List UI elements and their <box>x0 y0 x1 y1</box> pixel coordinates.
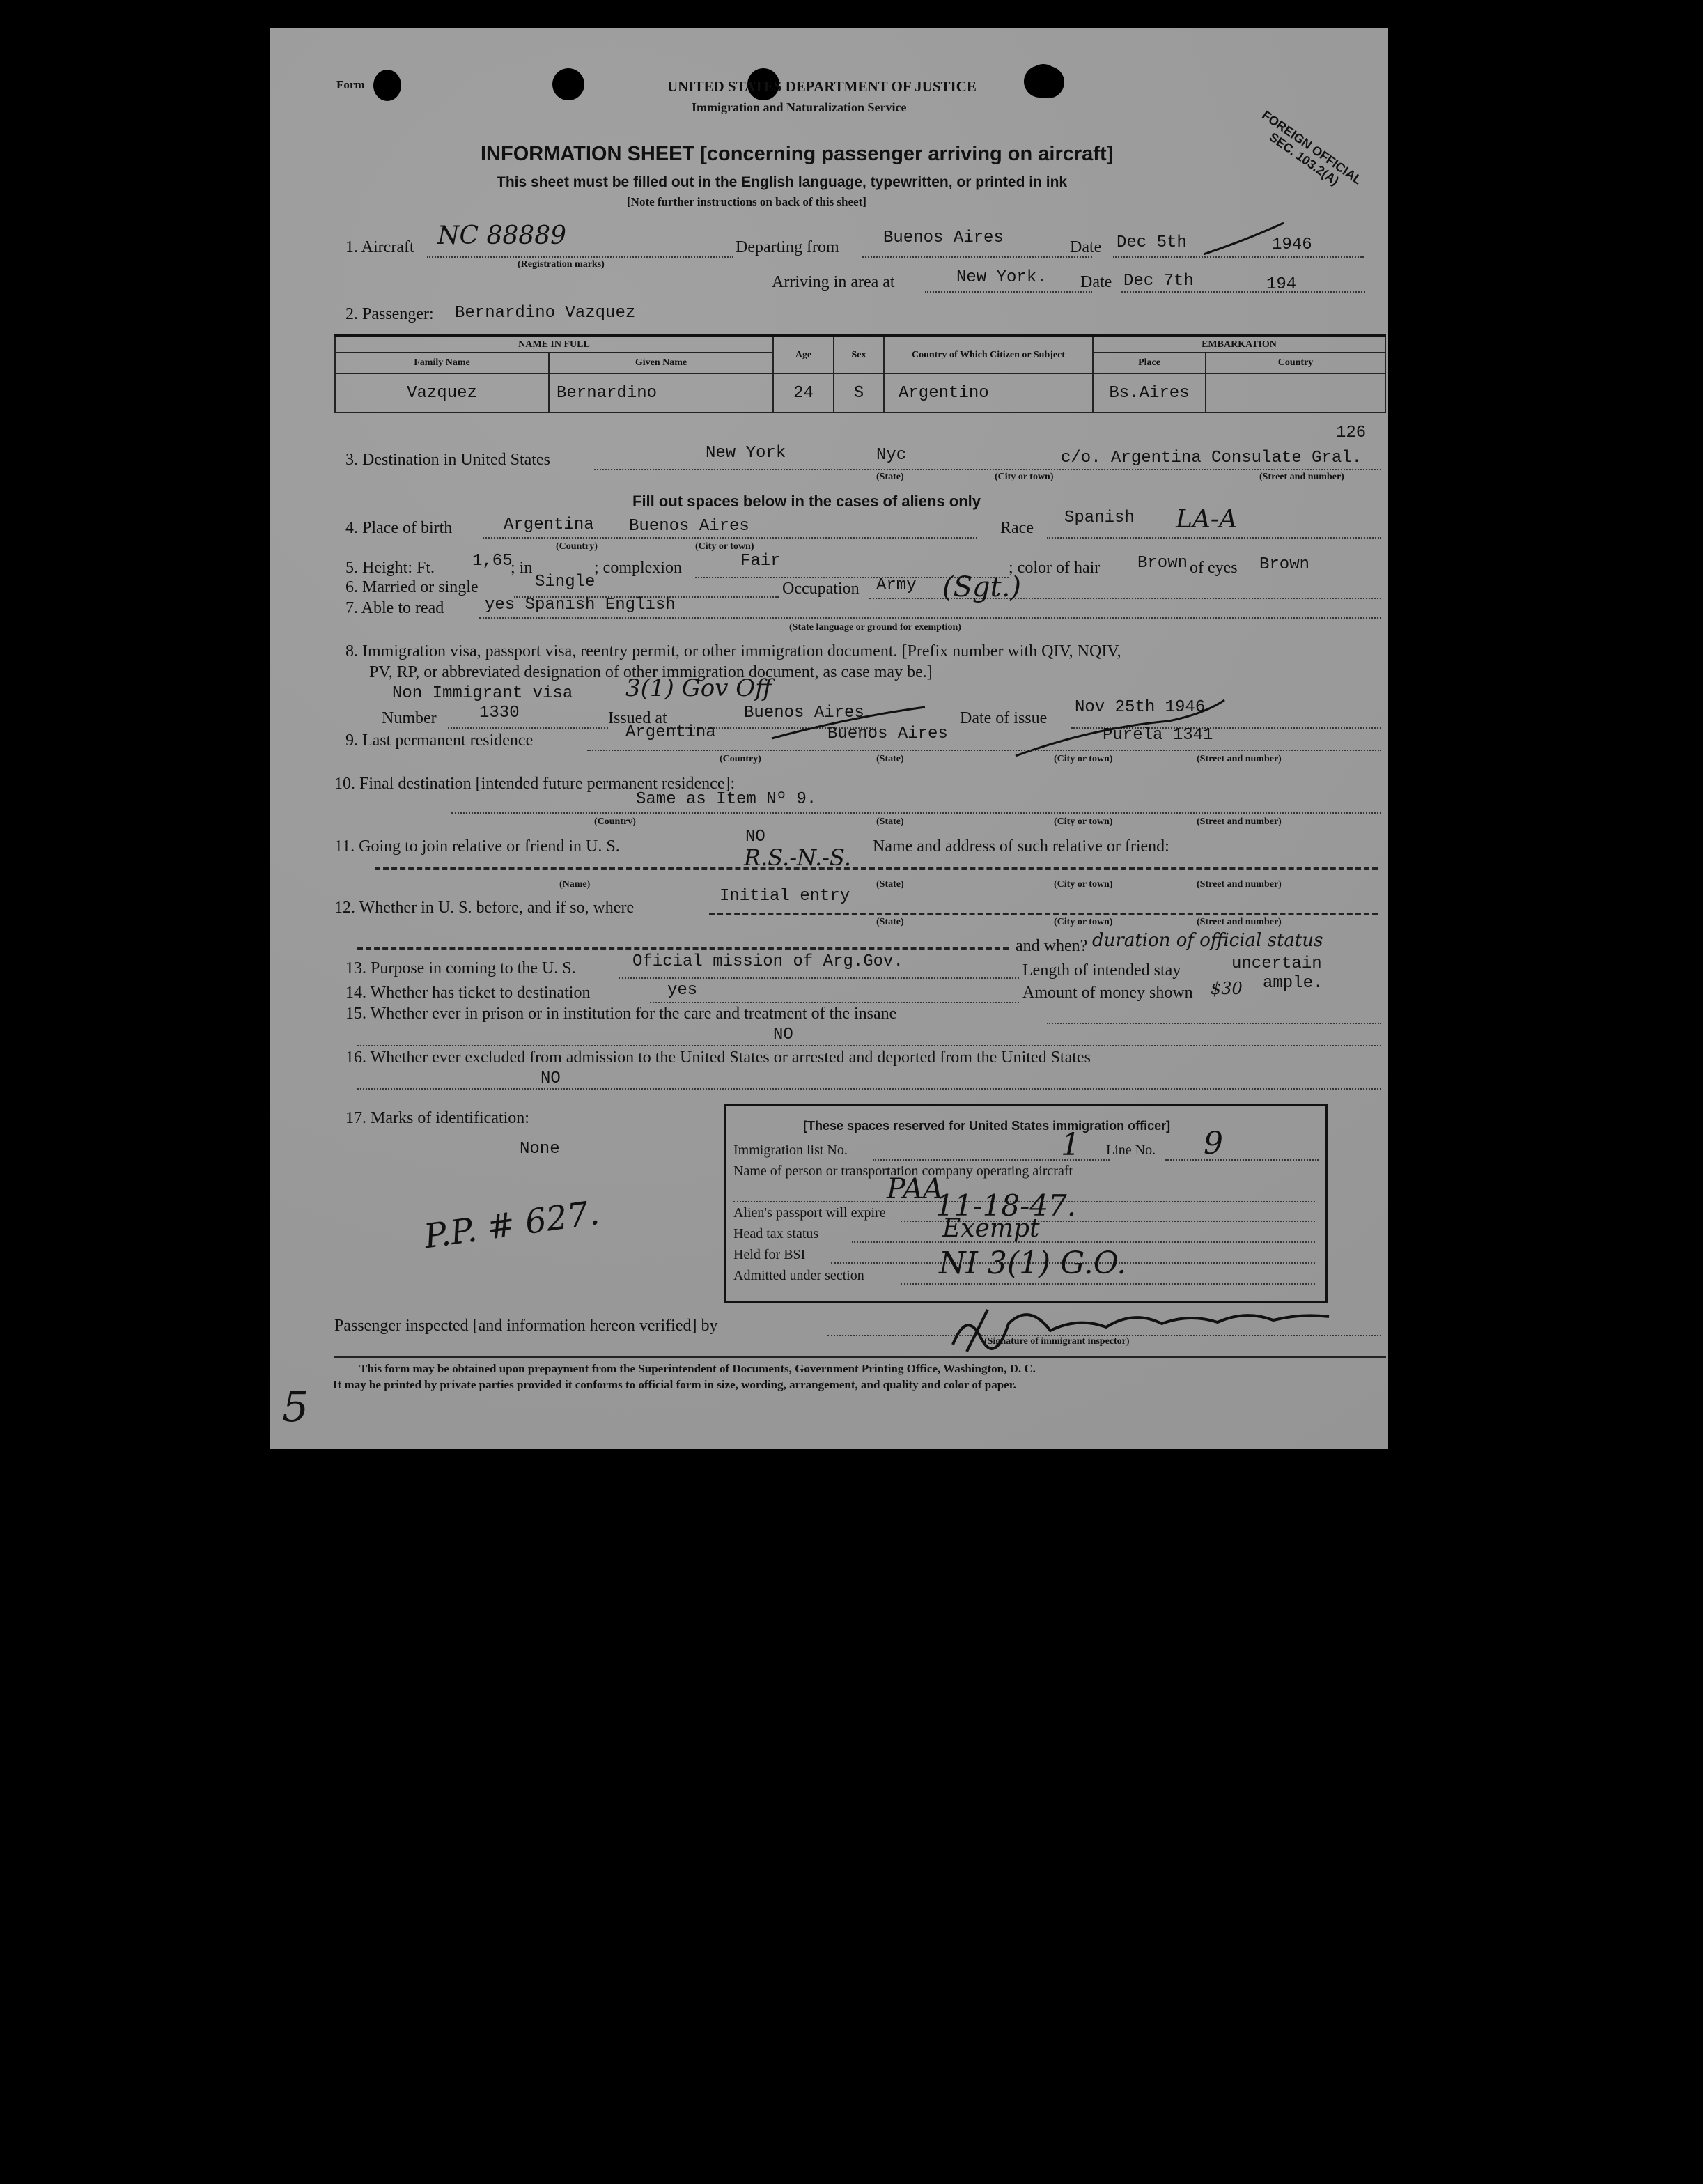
read-label: 7. Able to read <box>345 599 444 617</box>
visa-handwritten: 3(1) Gov Off <box>625 674 772 702</box>
passport-expiry-label: Alien's passport will expire <box>733 1205 886 1221</box>
occupation-label: Occupation <box>782 580 860 598</box>
state-caption: (State) <box>876 879 904 890</box>
head-tax-value: Exempt <box>942 1214 1040 1243</box>
dotted-line <box>1047 537 1381 539</box>
list-value: 1 <box>1061 1127 1080 1163</box>
street-caption: (Street and number) <box>1197 754 1282 764</box>
arriving-date: Dec 7th <box>1123 272 1194 291</box>
city-caption: (City or town) <box>1054 754 1113 764</box>
aircraft-value: NC 88889 <box>437 222 567 250</box>
family-name-cell: Vazquez <box>335 373 549 412</box>
state-caption: (State) <box>876 917 904 927</box>
dotted-line <box>852 1241 1315 1243</box>
street-caption: (Street and number) <box>1197 816 1282 827</box>
residence-state: Buenos Aires <box>827 725 948 743</box>
registration-caption: (Registration marks) <box>518 259 605 270</box>
citizen-cell: Argentino <box>884 373 1093 412</box>
country-header: Country <box>1206 353 1385 373</box>
officer-box-heading: [These spaces reserved for United States immigration officer] <box>803 1119 1171 1133</box>
dotted-line <box>650 1002 1019 1003</box>
given-name-cell: Bernardino <box>549 373 773 412</box>
country-caption: (Country) <box>720 754 761 764</box>
residence-label: 9. Last permanent residence <box>345 731 534 750</box>
admitted-label: Admitted under section <box>733 1268 864 1283</box>
dashed-line <box>357 947 1009 950</box>
country-caption: (Country) <box>556 541 598 552</box>
department-heading: UNITED STATES DEPARTMENT OF JUSTICE <box>667 78 977 95</box>
when-handwritten: duration of official status <box>1092 930 1323 951</box>
passport-handwritten: P.P. # 627. <box>421 1193 602 1257</box>
excluded-value: NO <box>541 1069 561 1088</box>
citizen-header: Country of Which Citizen or Subject <box>884 336 1093 373</box>
issued-value: Buenos Aires <box>744 704 864 722</box>
eyes-value: Brown <box>1259 555 1310 574</box>
excluded-label: 16. Whether ever excluded from admission to the United States or arrested and deported from the United States <box>345 1048 1091 1067</box>
hair-value: Brown <box>1137 554 1188 573</box>
dotted-line <box>594 469 1381 470</box>
street-caption: (Street and number) <box>1197 879 1282 890</box>
place-header: Place <box>1093 353 1206 373</box>
name-in-full-header: NAME IN FULL <box>335 336 773 353</box>
prison-label: 15. Whether ever in prison or in institution for the care and treatment of the insane <box>345 1005 897 1023</box>
issued-label: Issued at <box>608 709 667 727</box>
aliens-heading: Fill out spaces below in the cases of aliens only <box>632 493 981 510</box>
race-label: Race <box>1000 519 1034 537</box>
read-value: yes Spanish English <box>485 596 676 614</box>
ticket-label: 14. Whether has ticket to destination <box>345 984 591 1002</box>
inspector-signature <box>939 1296 1357 1358</box>
eyes-label: of eyes <box>1190 559 1238 577</box>
arriving-year: 194 <box>1266 275 1297 294</box>
dotted-line <box>925 291 1092 293</box>
relative-address-label: Name and address of such relative or friend: <box>873 837 1169 855</box>
previous-visit-value: Initial entry <box>720 887 850 906</box>
birth-city: Buenos Aires <box>629 517 749 536</box>
departing-date: Dec 5th <box>1117 233 1187 252</box>
final-destination-value: Same as Item Nº 9. <box>636 790 817 809</box>
form-subtitle: This sheet must be filled out in the English language, typewritten, or printed in ink <box>497 174 1068 190</box>
country-caption: (Country) <box>594 816 636 827</box>
number-label: Number <box>382 709 437 727</box>
passenger-label: 2. Passenger: <box>345 305 434 323</box>
form-sheet <box>270 28 1388 1449</box>
height-label: 5. Height: Ft. <box>345 559 435 577</box>
visa-document: Non Immigrant visa <box>392 684 573 703</box>
issue-date-label: Date of issue <box>960 709 1048 727</box>
state-caption: (State) <box>876 472 904 482</box>
passenger-value: Bernardino Vazquez <box>455 304 636 323</box>
punch-hole <box>552 68 584 100</box>
join-relative-value: NO <box>745 828 765 846</box>
residence-street: Purela 1341 <box>1103 726 1213 745</box>
date-label: Date <box>1070 238 1102 256</box>
stay-label: Length of intended stay <box>1022 961 1181 979</box>
identification-label: 17. Marks of identification: <box>345 1109 529 1127</box>
dotted-line <box>1121 291 1365 293</box>
state-caption: (State) <box>876 754 904 764</box>
join-relative-label: 11. Going to join relative or friend in U. S. <box>334 837 620 855</box>
arriving-value: New York. <box>956 268 1047 287</box>
purpose-label: 13. Purpose in coming to the U. S. <box>345 959 576 977</box>
city-caption: (City or town) <box>1054 917 1113 927</box>
date2-label: Date <box>1080 273 1112 291</box>
footer-line-2: It may be printed by private parties provided it conforms to official form in size, wording, arrangement, and quality and color of paper. <box>333 1378 1016 1391</box>
occupation-value: Army <box>876 576 917 595</box>
line-value: 9 <box>1204 1126 1223 1161</box>
dotted-line <box>357 1088 1381 1090</box>
line-label: Line No. <box>1106 1143 1156 1158</box>
age-cell: 24 <box>773 373 834 412</box>
footer-divider <box>334 1356 1386 1358</box>
list-label: Immigration list No. <box>733 1143 848 1158</box>
name-caption: (Name) <box>559 879 591 890</box>
sex-cell: S <box>834 373 884 412</box>
city-caption: (City or town) <box>995 472 1054 482</box>
given-name-header: Given Name <box>549 353 773 373</box>
identification-value: None <box>520 1140 560 1159</box>
relative-handwritten: R.S.-N.-S. <box>744 844 851 871</box>
city-caption: (City or town) <box>1054 816 1113 827</box>
visa-text-1: 8. Immigration visa, passport visa, reentry permit, or other immigration document. [Prefix number with QIV, NQIV, <box>345 642 1121 660</box>
company-label: Name of person or transportation company operating aircraft <box>733 1163 1073 1179</box>
read-caption: (State language or ground for exemption) <box>789 622 961 633</box>
service-heading: Immigration and Naturalization Service <box>692 100 907 114</box>
dotted-line <box>1165 1159 1319 1161</box>
destination-city: Nyc <box>876 446 907 465</box>
destination-state: New York <box>706 444 786 463</box>
residence-country: Argentina <box>625 723 716 742</box>
hair-label: ; color of hair <box>1009 559 1101 577</box>
arriving-label: Arriving in area at <box>772 273 895 291</box>
inch-label: ; in <box>511 559 533 577</box>
money-value: ample. <box>1263 974 1323 993</box>
bsi-label: Held for BSI <box>733 1247 806 1262</box>
signature-caption: (Signature of immigrant inspector) <box>984 1336 1130 1347</box>
departing-year: 1946 <box>1272 235 1312 254</box>
complexion-label: ; complexion <box>594 559 682 577</box>
dotted-line <box>901 1283 1315 1285</box>
race-value: Spanish <box>1064 509 1135 527</box>
admitted-value: NI 3(1) G.O. <box>939 1246 1127 1281</box>
issue-date-value: Nov 25th 1946 <box>1075 698 1206 717</box>
form-title: INFORMATION SHEET [concerning passenger arriving on aircraft] <box>481 143 1114 165</box>
form-note: [Note further instructions on back of this sheet] <box>627 195 866 208</box>
passenger-table <box>334 334 1386 413</box>
head-tax-label: Head tax status <box>733 1226 819 1241</box>
dotted-line <box>479 617 1381 619</box>
destination-street: c/o. Argentina Consulate Gral. <box>1061 449 1362 467</box>
dashed-line <box>709 913 1378 915</box>
departing-value: Buenos Aires <box>883 229 1004 247</box>
destination-street-number: 126 <box>1336 424 1367 442</box>
money-handwritten: $30 <box>1211 979 1243 998</box>
prison-value: NO <box>773 1025 793 1044</box>
city-caption: (City or town) <box>1054 879 1113 890</box>
dotted-line <box>451 812 1381 814</box>
check-mark <box>1204 219 1287 261</box>
dashed-line <box>375 867 1378 870</box>
birth-country: Argentina <box>504 516 594 534</box>
dotted-line <box>1047 1023 1381 1024</box>
height-value: 1,65 <box>472 552 513 571</box>
stay-value: uncertain <box>1231 954 1322 973</box>
dotted-line <box>357 1045 1381 1046</box>
married-label: 6. Married or single <box>345 578 479 596</box>
street-caption: (Street and number) <box>1197 917 1282 927</box>
dotted-line <box>587 750 1381 751</box>
when-label: and when? <box>1016 937 1088 955</box>
footer-line-1: This form may be obtained upon prepayment from the Superintendent of Documents, Government Printing Office, Washington, D. C. <box>359 1362 1036 1375</box>
previous-visit-label: 12. Whether in U. S. before, and if so, where <box>334 899 635 917</box>
punch-hole <box>1027 64 1059 96</box>
family-name-header: Family Name <box>335 353 549 373</box>
form-label: Form <box>336 78 365 91</box>
dotted-line <box>862 256 1092 258</box>
company-value: PAA <box>887 1173 944 1205</box>
sex-header: Sex <box>834 336 884 373</box>
married-value: Single <box>535 573 596 591</box>
dotted-line <box>427 256 733 258</box>
stamp-text: FOREIGN OFFICIAL SEC. 103.2(A) <box>1259 107 1365 188</box>
birth-label: 4. Place of birth <box>345 519 453 537</box>
final-destination-label: 10. Final destination [intended future permanent residence]: <box>334 775 736 793</box>
dotted-line <box>619 977 1019 979</box>
dotted-line <box>483 537 977 539</box>
punch-hole <box>373 70 401 101</box>
officer-box <box>724 1104 1328 1303</box>
number-value: 1330 <box>479 704 520 722</box>
foreign-official-stamp <box>1243 102 1374 204</box>
city-caption: (City or town) <box>695 541 754 552</box>
street-caption: (Street and number) <box>1259 472 1344 482</box>
inspected-label: Passenger inspected [and information hereon verified] by <box>334 1317 718 1335</box>
country-cell <box>1206 373 1385 412</box>
margin-mark: 5 <box>282 1383 309 1432</box>
state-caption: (State) <box>876 816 904 827</box>
complexion-value: Fair <box>740 552 781 571</box>
dotted-line <box>448 727 608 729</box>
purpose-value: Oficial mission of Arg.Gov. <box>632 952 903 971</box>
ticket-value: yes <box>667 981 698 1000</box>
occupation-handwritten: (Sgt.) <box>942 571 1022 603</box>
place-cell: Bs.Aires <box>1093 373 1206 412</box>
destination-label: 3. Destination in United States <box>345 451 550 469</box>
age-header: Age <box>773 336 834 373</box>
money-label: Amount of money shown <box>1022 984 1193 1002</box>
visa-text-2: PV, RP, or abbreviated designation of other immigration document, as case may be.] <box>369 663 933 681</box>
passport-expiry-value: 11-18-47. <box>935 1188 1077 1223</box>
aircraft-label: 1. Aircraft <box>345 238 414 256</box>
departing-label: Departing from <box>736 238 839 256</box>
race-handwritten: LA-A <box>1176 505 1238 534</box>
embarkation-header: EMBARKATION <box>1093 336 1385 353</box>
